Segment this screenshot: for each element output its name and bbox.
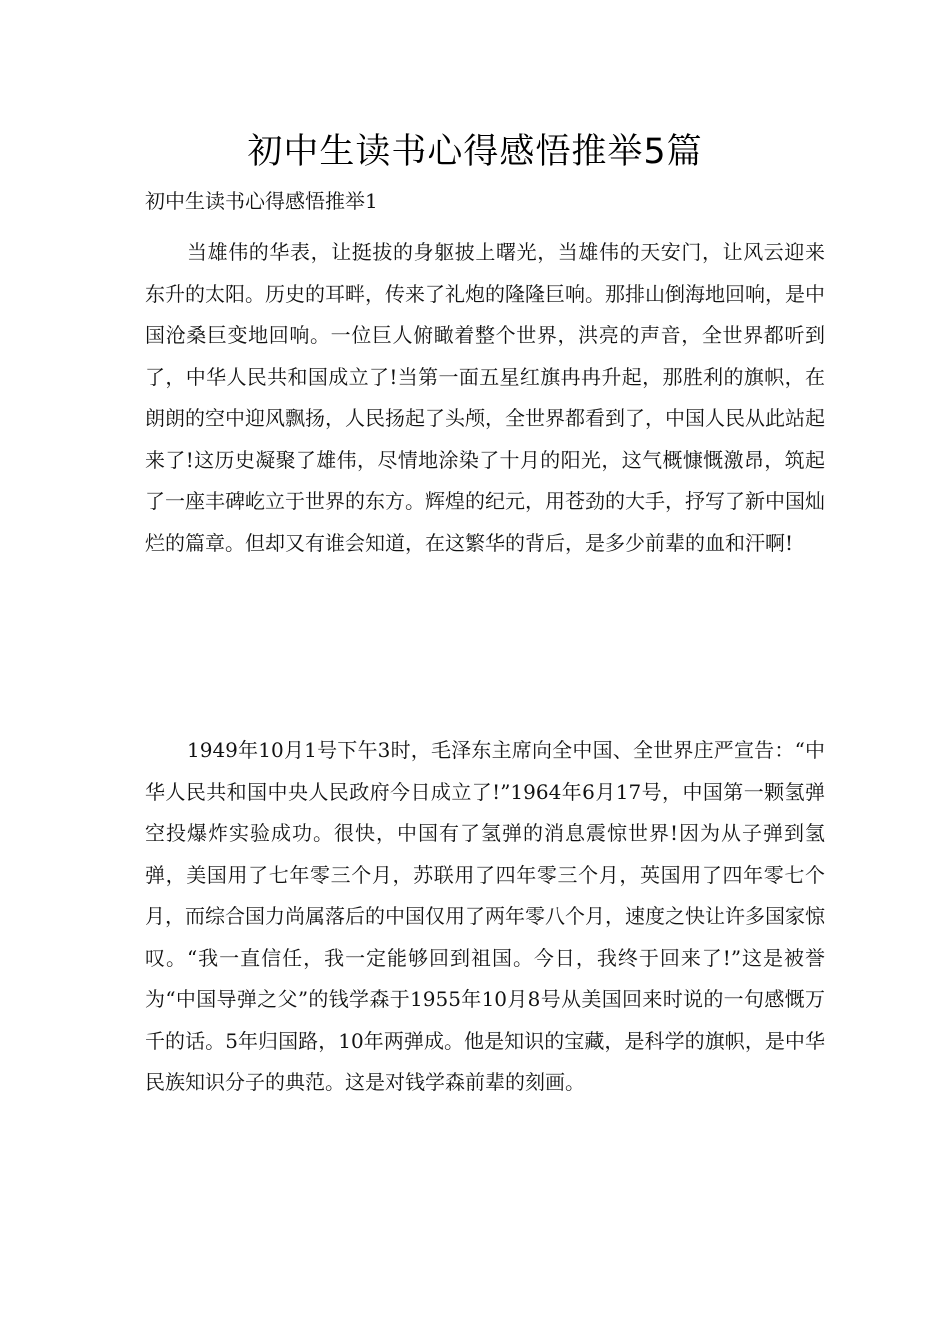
section-heading: 初中生读书心得感悟推举1	[145, 189, 378, 213]
paragraph-1: 当雄伟的华表，让挺拔的身躯披上曙光，当雄伟的天安门，让风云迎来东升的太阳。历史的耳畔，传来了礼炮的隆隆巨响。那排山倒海地回响，是中国沧桑巨变地回响。一位巨人俯瞰着整个世界，洪亮的声音，全世界都听到了，中华人民共和国成立了!当第一面五星红旗冉冉升起，那胜利的旗帜，在朗朗的空中迎风飘扬，人民扬起了头颅，全世界都看到了，中国人民从此站起来了!这历史凝聚了雄伟，尽情地涂染了十月的阳光，这气概慷慨激昂，筑起了一座丰碑屹立于世界的东方。辉煌的纪元，用苍劲的大手，抒写了新中国灿烂的篇章。但却又有谁会知道，在这繁华的背后，是多少前辈的血和汗啊!	[145, 240, 825, 555]
document-title: 初中生读书心得感悟推举5篇	[247, 132, 703, 172]
paragraph-2: 1949年10月1号下午3时，毛泽东主席向全中国、全世界庄严宣告：“中华人民共和国中央人民政府今日成立了!”1964年6月17号，中国第一颗氢弹空投爆炸实验成功。很快，中国有了氢弹的消息震惊世界!因为从子弹到氢弹，美国用了七年零三个月，苏联用了四年零三个月，英国用了四年零七个月，而综合国力尚属落后的中国仅用了两年零八个月，速度之快让许多国家惊叹。“我一直信任，我一定能够回到祖国。今日，我终于回来了!”这是被誉为“中国导弹之父”的钱学森于1955年10月8号从美国回来时说的一句感慨万千的话。5年归国路，10年两弹成。他是知识的宝藏，是科学的旗帜，是中华民族知识分子的典范。这是对钱学森前辈的刻画。	[145, 738, 825, 1094]
